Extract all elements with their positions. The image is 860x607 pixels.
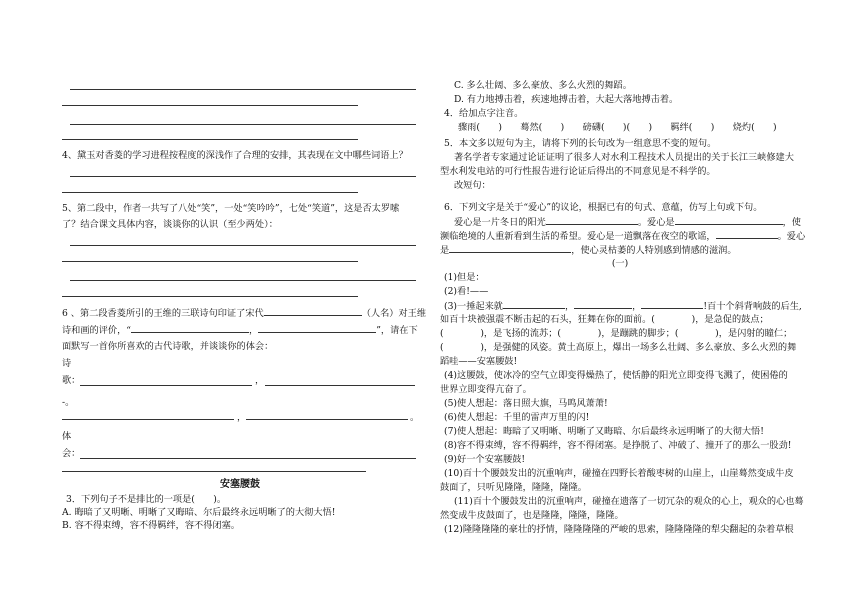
question-5: 5、第二段中，作者一共写了八处“笑”，一处“笑吟吟”，七处“笑道”，这是否太罗嗦 (62, 203, 400, 214)
blank-quote-1[interactable] (131, 323, 249, 333)
love-line-3 (440, 243, 737, 257)
question-6-text-c: 诗和画的评价，“ (62, 325, 132, 336)
para-8: (8)容不得束缚，容不得羁绊，容不得闭塞。是挣脱了、冲破了、撞开了的那么一股劲! (444, 440, 792, 451)
rewrite-label: 改短句： (454, 180, 491, 191)
answer-line (62, 261, 358, 262)
answer-line (70, 280, 416, 281)
para-10-line2: 鼓面了，只听见隆隆，隆隆，隆隆。 (440, 482, 587, 493)
ti-label-1: 体 (62, 431, 72, 442)
question-5: 5．本文多以短句为主，请将下列的长句改为一组意思不变的短句。 (444, 138, 717, 149)
option-c: C. 多么壮阔、多么豪放、多么火烈的舞蹈。 (454, 80, 632, 91)
blank-love-4[interactable] (449, 243, 571, 253)
question-6-line3: 面默写一首你所喜欢的古代诗歌，并谈谈你的体会： (62, 341, 274, 352)
para-9: (9)好一个安塞腰鼓! (444, 454, 526, 465)
para-3-line3: ( )，是飞扬的流苏；( )，是蹦跳的脚步；( )，是闪射的瞳仁； (440, 328, 793, 339)
para-3-a: (3)一捶起来就 (444, 301, 503, 312)
para-5: (5)使人想起：落日照大旗，马鸣风萧萧! (444, 398, 608, 409)
pinyin-items: 骤雨( ) 蓦然( ) 磅礴( )( ) 羁绊( ) 烧灼( ) (458, 122, 777, 133)
question-6-text-b: （人名）对王维 (361, 308, 427, 319)
para-3 (444, 299, 802, 313)
para-3-line4: ( )，是强健的风姿。黄土高原上，爆出一场多么壮阔、多么豪放、多么火烈的舞 (440, 342, 797, 353)
option-b: B. 容不得束缚，容不得羁绊，容不得闭塞。 (62, 520, 240, 531)
answer-line (62, 192, 358, 193)
answer-line (62, 471, 366, 472)
blank-quote-2[interactable] (258, 323, 376, 333)
answer-line (70, 245, 416, 246)
answer-line (70, 124, 416, 125)
para-11-line2: 然变成牛皮鼓面了，也是隆隆，隆隆，隆隆。 (440, 510, 624, 521)
poem-label-2: 歌： (62, 375, 81, 386)
question-6-line2 (62, 323, 418, 337)
love-line-1 (454, 215, 801, 229)
poem-line (246, 419, 408, 420)
section-title: 安塞腰鼓 (220, 479, 260, 490)
comma-mark: ， (564, 301, 575, 312)
para-10: (10)百十个腰鼓发出的沉重响声，碰撞在四野长着酸枣树的山崖上，山崖蓦然变成牛皮 (444, 468, 794, 479)
blank-love-2[interactable] (675, 215, 783, 225)
love-text-g: ，使心灵枯萎的人特别感到情感的滋润。 (571, 245, 737, 256)
para-12: (12)隆隆隆隆的豪壮的抒情，隆隆隆隆的严峻的思索，隆隆隆隆的犁尖翻起的杂着草根 (444, 524, 794, 535)
blank-love-3[interactable] (716, 229, 778, 239)
answer-line (62, 296, 358, 297)
para-1: (1)但是： (444, 272, 485, 283)
part-one-heading: (一) (611, 258, 629, 269)
blank-name[interactable] (264, 306, 362, 316)
question-6-text-e: ”，请在下 (376, 325, 418, 336)
love-text-f: 是 (440, 245, 450, 256)
love-text-a: 爱心是一片冬日的阳光 (454, 217, 546, 228)
love-text-e: 。爱心 (777, 231, 806, 242)
question-5-cont: 了？结合课文具体内容，谈谈你的认识（至少两处）： (62, 219, 278, 230)
para-4: (4)这腰鼓，使冰冷的空气立即变得燥热了，使恬静的阳光立即变得飞溅了，使困倦的 (444, 370, 788, 381)
question-3: 3．下列句子不是排比的一项是( )。 (66, 494, 227, 505)
question-6 (62, 306, 426, 320)
para-6: (6)使人想起：千里的雷声万里的闪! (444, 412, 590, 423)
blank-p3-1[interactable] (503, 299, 565, 309)
answer-line (70, 89, 416, 90)
period-mark: 。 (410, 412, 420, 423)
option-d: D. 有力地搏击着，疾速地搏击着，大起大落地搏击着。 (454, 94, 679, 105)
comma-mark: ， (249, 325, 259, 336)
answer-line (80, 458, 416, 459)
love-line-2 (440, 229, 805, 243)
poem-label-1: 诗 (62, 358, 72, 369)
para-2: (2)看!—— (444, 286, 489, 297)
answer-line (62, 139, 358, 140)
dash-mark: -。 (62, 397, 75, 408)
question-5-text: 著名学者专家通过论证证明了很多人对水利工程技术人员提出的关于长江三峡修建大 (454, 152, 794, 163)
comma-mark: ， (255, 375, 265, 386)
question-4: 4．给加点字注音。 (444, 108, 524, 119)
answer-line (70, 176, 416, 177)
love-text-b: 。爱心是 (637, 217, 675, 228)
para-11: (11)百十个腰鼓发出的沉重响声，碰撞在遗落了一切冗杂的观众的心上，观众的心也蓦 (454, 496, 804, 507)
para-3-line5: 蹈哇——安塞腰鼓! (440, 356, 518, 367)
question-4: 4、黛玉对香菱的学习进程按程度的深浅作了合理的安排，其表现在文中哪些词语上？ (62, 150, 408, 161)
question-5-text-cont: 型水利发电站的可行性报告进行论证后得出的不同意见是不科学的。 (440, 166, 716, 177)
question-6-text: 6 、第二段香菱所引的王维的三联诗句印证了宋代 (62, 308, 264, 319)
para-7: (7)使人想起：晦暗了又明晰、明晰了又晦暗、尔后最终永远明晰了的大彻大悟! (444, 426, 764, 437)
blank-p3-2[interactable] (574, 299, 632, 309)
para-4-line2: 世界立即变得亢奋了。 (440, 384, 532, 395)
option-a: A. 晦暗了又明晰、明晰了又晦暗、尔后最终永远明晰了的大彻大悟! (62, 507, 336, 518)
para-3-line2: 如百十块被强震不断击起的石头，狂舞在你的面前。( )，是急促的鼓点； (440, 314, 769, 325)
question-6: 6．下列文字是关于“爱心”的议论，根据已有的句式、意蕴，仿写上句或下句。 (444, 202, 763, 213)
love-text-d: 濒临绝境的人重新看到生活的希望。爱心是一道飘落在夜空的歌谣， (440, 231, 716, 242)
para-3-d: !百十个斜背响鼓的后生, (703, 301, 802, 312)
blank-love-1[interactable] (546, 215, 638, 225)
comma-mark: ， (632, 301, 642, 312)
comma-mark: ， (237, 412, 247, 423)
poem-line (62, 419, 234, 420)
answer-line (62, 105, 358, 106)
poem-line (265, 385, 415, 386)
love-text-c: ，使 (782, 217, 801, 228)
blank-p3-3[interactable] (641, 299, 703, 309)
ti-label-2: 会： (62, 448, 81, 459)
poem-line (80, 385, 252, 386)
